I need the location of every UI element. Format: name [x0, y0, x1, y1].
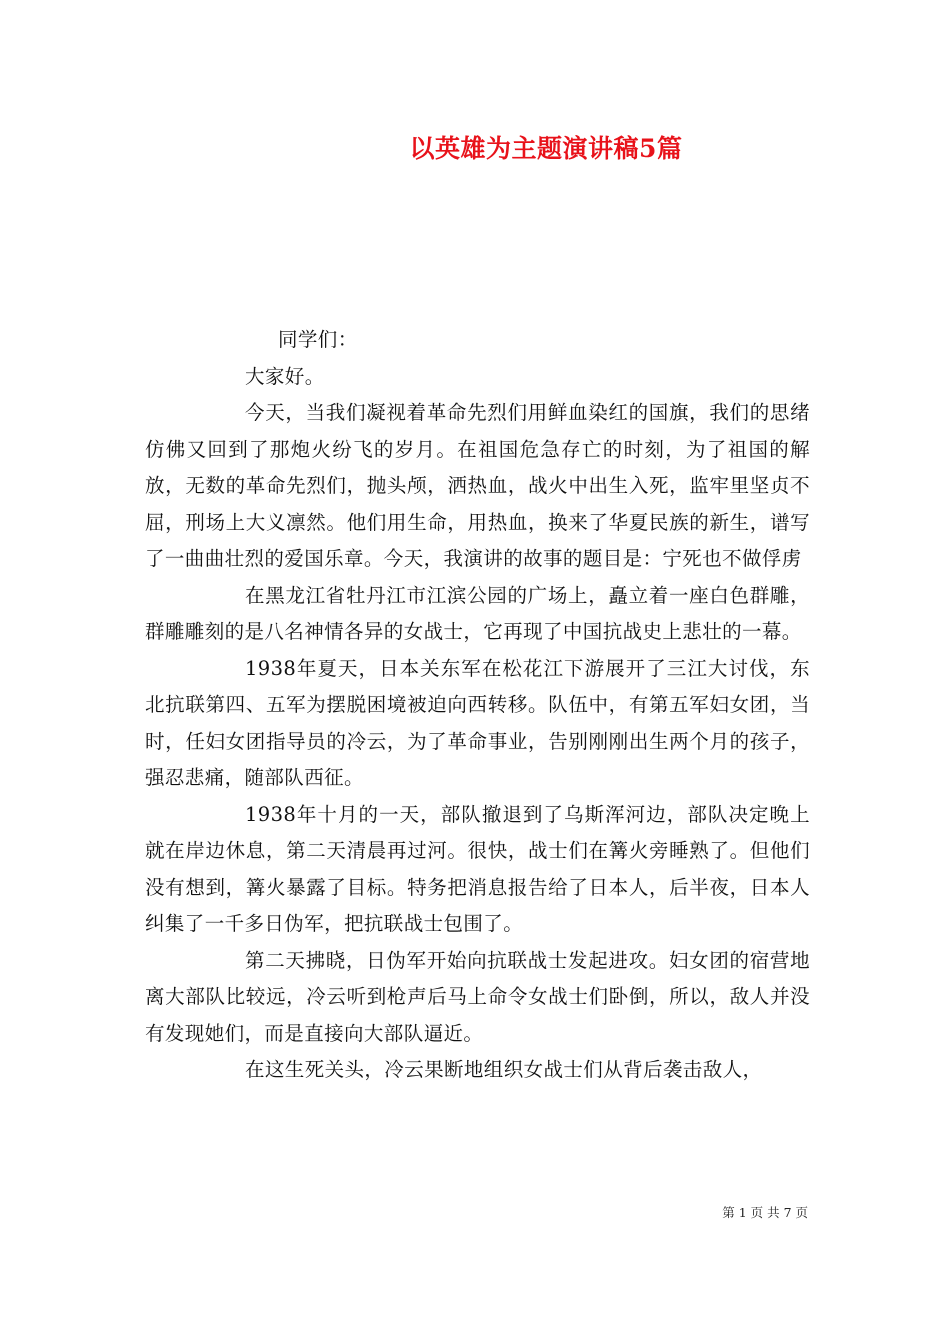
- paragraph: 1938年夏天，日本关东军在松花江下游展开了三江大讨伐，东北抗联第四、五军为摆脱困境被迫向西转移。队伍中，有第五军妇女团，当时，任妇女团指导员的冷云，为了革命事业，告别刚刚出生两个月的孩子，强忍悲痛，随部队西征。: [145, 656, 810, 789]
- opening-line: 大家好。: [245, 364, 325, 388]
- paragraph: 1938年十月的一天，部队撤退到了乌斯浑河边，部队决定晚上就在岸边休息，第二天清晨再过河。很快，战士们在篝火旁睡熟了。但他们没有想到，篝火暴露了目标。特务把消息报告给了日本人，后半夜，日本人纠集了一千多日伪军，把抗联战士包围了。: [145, 802, 810, 935]
- document-title: 以英雄为主题演讲稿5篇: [409, 134, 683, 163]
- paragraph: 在这生死关头，冷云果断地组织女战士们从背后袭击敌人，: [245, 1058, 763, 1081]
- paragraph: 在黑龙江省牡丹江市江滨公园的广场上，矗立着一座白色群雕，群雕雕刻的是八名神情各异的女战士，它再现了中国抗战史上悲壮的一幕。: [145, 583, 810, 643]
- paragraph: 第二天拂晓，日伪军开始向抗联战士发起进攻。妇女团的宿营地离大部队比较远，冷云听到枪声后马上命令女战士们卧倒，所以，敌人并没有发现她们，而是直接向大部队逼近。: [145, 948, 810, 1045]
- document-body: [145, 322, 810, 1089]
- page-footer: 第 1 页 共 7 页: [722, 1205, 808, 1220]
- paragraph: 今天，当我们凝视着革命先烈们用鲜血染红的国旗，我们的思绪仿佛又回到了那炮火纷飞的岁月。在祖国危急存亡的时刻，为了祖国的解放，无数的革命先烈们，抛头颅，洒热血，战火中出生入死，监牢里坚贞不屈，刑场上大义凛然。他们用生命，用热血，换来了华夏民族的新生，谱写了一曲曲壮烈的爱国乐章。今天，我演讲的故事的题目是：宁死也不做俘虏: [145, 401, 810, 570]
- greeting: 同学们：: [278, 328, 358, 351]
